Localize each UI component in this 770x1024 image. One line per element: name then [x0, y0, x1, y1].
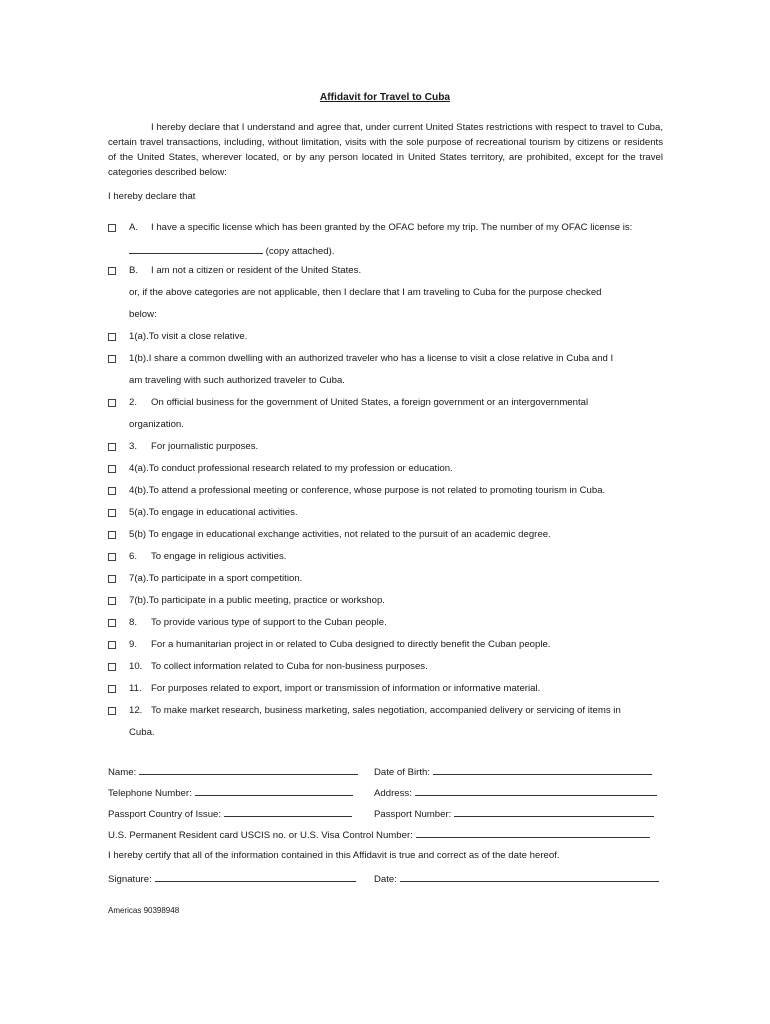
- telephone-row: [108, 785, 353, 801]
- name-row: [108, 764, 358, 780]
- item-text: I have a specific license which has been granted by the OFAC before my trip. The number of my OFAC license is:: [151, 222, 633, 233]
- checkbox-icon[interactable]: [108, 509, 116, 517]
- item-text: 7(a).To participate in a sport competition.: [129, 573, 303, 584]
- checkbox-icon[interactable]: [108, 465, 116, 473]
- item-number: 6.: [129, 551, 138, 562]
- item-text: 5(a).To engage in educational activities.: [129, 507, 298, 518]
- passport-number-label: Passport Number:: [374, 809, 452, 820]
- item-text: To make market research, business marketing, sales negotiation, accompanied delivery or servicing of items in: [151, 705, 621, 716]
- telephone-label: Telephone Number:: [108, 788, 192, 799]
- checkbox-icon[interactable]: [108, 267, 116, 275]
- item-text: To collect information related to Cuba for non-business purposes.: [151, 661, 428, 672]
- item-2-continuation: organization.: [129, 419, 184, 430]
- item-text: 1(a).To visit a close relative.: [129, 331, 248, 342]
- checkbox-icon[interactable]: [108, 707, 116, 715]
- license-number-row: [129, 243, 334, 259]
- checkbox-icon[interactable]: [108, 487, 116, 495]
- date-field[interactable]: [400, 871, 659, 882]
- item-number: 10.: [129, 661, 143, 672]
- checkbox-icon[interactable]: [108, 443, 116, 451]
- item-number: A.: [129, 222, 139, 233]
- item-1b-continuation: am traveling with such authorized traveler to Cuba.: [129, 375, 345, 386]
- checkbox-icon[interactable]: [108, 531, 116, 539]
- or-clause: or, if the above categories are not applicable, then I declare that I am traveling to Cuba for the purpose checked: [129, 287, 602, 298]
- declare-heading: I hereby declare that: [108, 191, 196, 202]
- item-text: 1(b).I share a common dwelling with an authorized traveler who has a license to visit a close relative in Cuba and I: [129, 353, 614, 364]
- item-number: 8.: [129, 617, 138, 628]
- checkbox-icon[interactable]: [108, 685, 116, 693]
- checkbox-icon[interactable]: [108, 355, 116, 363]
- item-text: I am not a citizen or resident of the United States.: [151, 265, 362, 276]
- item-number: B.: [129, 265, 139, 276]
- item-text: For purposes related to export, import or transmission of information or informative material.: [151, 683, 541, 694]
- name-label: Name:: [108, 767, 137, 778]
- item-number: 9.: [129, 639, 138, 650]
- address-label: Address:: [374, 788, 412, 799]
- checkbox-icon[interactable]: [108, 553, 116, 561]
- passport-number-field[interactable]: [454, 806, 654, 817]
- checkbox-icon[interactable]: [108, 575, 116, 583]
- checkbox-icon[interactable]: [108, 641, 116, 649]
- date-label: Date:: [374, 874, 397, 885]
- passport-country-field[interactable]: [224, 806, 352, 817]
- checkbox-icon[interactable]: [108, 224, 116, 232]
- item-text: To provide various type of support to the Cuban people.: [151, 617, 387, 628]
- resident-card-field[interactable]: [416, 827, 650, 838]
- item-text: 4(b).To attend a professional meeting or conference, whose purpose is not related to promoting tourism in Cuba.: [129, 485, 606, 496]
- document-title: Affidavit for Travel to Cuba: [319, 92, 451, 103]
- signature-label: Signature:: [108, 874, 152, 885]
- footer-reference: Americas 90398948: [108, 906, 180, 915]
- item-12-continuation: Cuba.: [129, 727, 155, 738]
- item-text: 4(a).To conduct professional research related to my profession or education.: [129, 463, 453, 474]
- certify-statement: I hereby certify that all of the information contained in this Affidavit is true and correct as of the date hereof.: [108, 850, 560, 861]
- checkbox-icon[interactable]: [108, 399, 116, 407]
- checkbox-icon[interactable]: [108, 333, 116, 341]
- name-field[interactable]: [139, 764, 358, 775]
- checkbox-icon[interactable]: [108, 619, 116, 627]
- resident-card-label: U.S. Permanent Resident card USCIS no. or U.S. Visa Control Number:: [108, 830, 413, 841]
- item-number: 11.: [129, 683, 142, 694]
- item-text: 7(b).To participate in a public meeting, practice or workshop.: [129, 595, 385, 606]
- item-number: 3.: [129, 441, 138, 452]
- item-text: 5(b) To engage in educational exchange activities, not related to the pursuit of an academic degree.: [129, 529, 551, 540]
- checkbox-icon[interactable]: [108, 597, 116, 605]
- item-number: 12.: [129, 705, 143, 716]
- below-text: below:: [129, 309, 157, 320]
- intro-paragraph: I hereby declare that I understand and agree that, under current United States restrictions with respect to travel to Cuba, certain travel transactions, including, without limitation, visits with the sole purpose of recreational tourism by citizens or residents of the United States, wherever located, or by any person located in United States territory, are prohibited, except for the travel categories described below:: [108, 122, 663, 178]
- dob-label: Date of Birth:: [374, 767, 430, 778]
- signature-field[interactable]: [155, 871, 356, 882]
- passport-number-row: [374, 806, 654, 822]
- passport-country-row: [108, 806, 352, 822]
- item-number: 2.: [129, 397, 138, 408]
- item-text: For journalistic purposes.: [151, 441, 259, 452]
- signature-row: [108, 871, 356, 887]
- address-row: [374, 785, 657, 801]
- item-text: On official business for the government of United States, a foreign government or an intergovernmental: [151, 397, 589, 408]
- address-field[interactable]: [415, 785, 657, 796]
- license-number-field[interactable]: [129, 243, 263, 254]
- date-row: [374, 871, 659, 887]
- item-text: For a humanitarian project in or related to Cuba designed to directly benefit the Cuban people.: [151, 639, 551, 650]
- copy-attached-text: (copy attached).: [265, 246, 335, 257]
- dob-row: [374, 764, 652, 780]
- item-text: To engage in religious activities.: [151, 551, 287, 562]
- passport-country-label: Passport Country of Issue:: [108, 809, 222, 820]
- resident-card-row: [108, 827, 650, 843]
- dob-field[interactable]: [433, 764, 652, 775]
- checkbox-icon[interactable]: [108, 663, 116, 671]
- telephone-field[interactable]: [195, 785, 353, 796]
